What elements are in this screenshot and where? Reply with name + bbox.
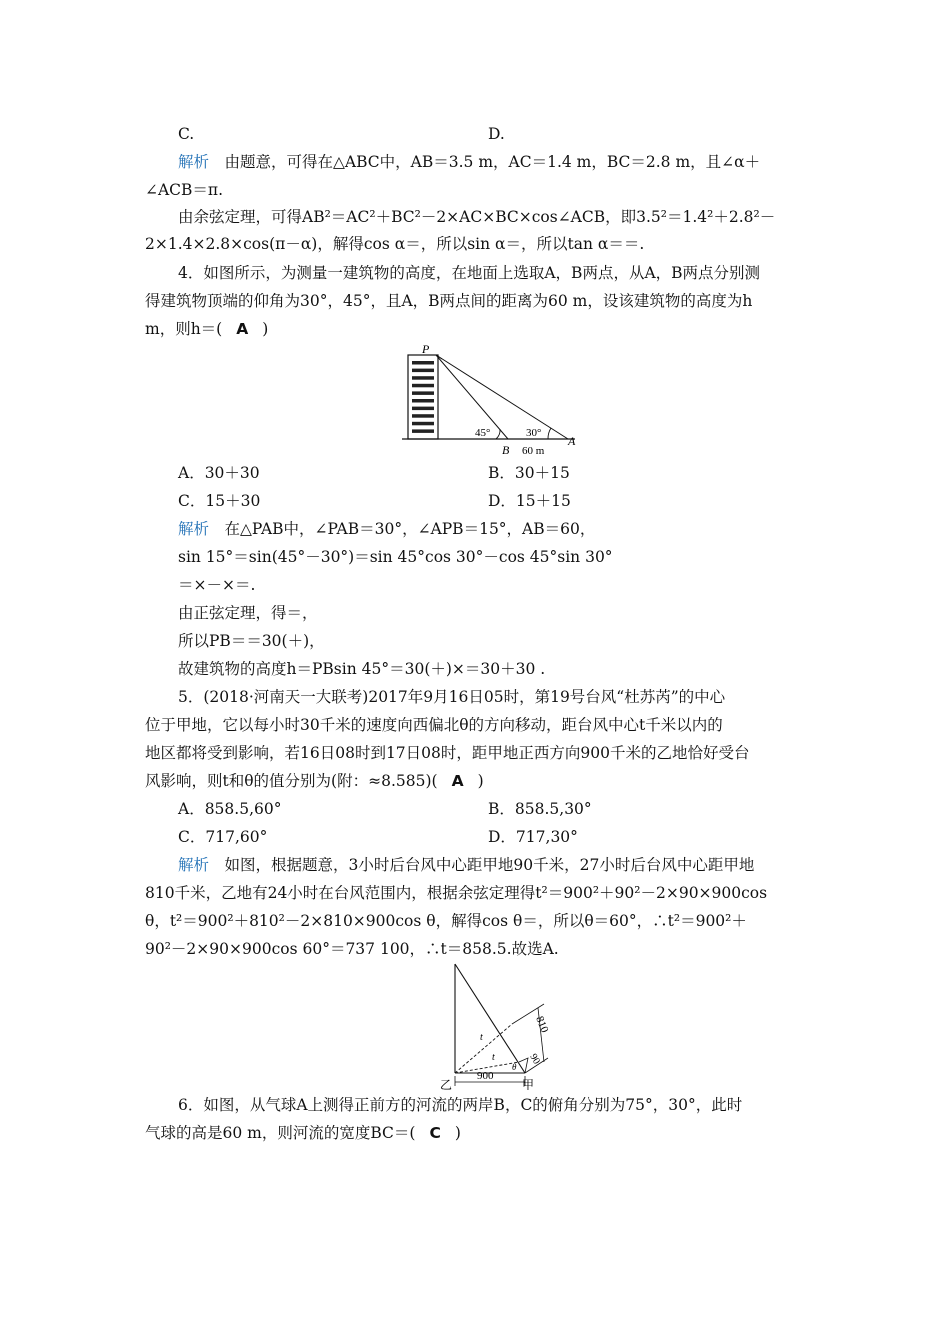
line-text: 由题意，可得在△ABC中，AB＝3.5 m，AC＝1.4 m，BC＝2.8 m，且∠α＋	[209, 153, 761, 171]
text-line	[488, 491, 571, 511]
label-810: 810	[533, 1014, 551, 1035]
building-window	[412, 384, 434, 388]
label-jia: 甲	[522, 1078, 535, 1090]
text-line	[178, 827, 267, 847]
text-line	[145, 743, 749, 763]
line-text: 地区都将受到影响，若16日08时到17日08时，距甲地正西方向900千米的乙地恰好受台	[145, 744, 750, 762]
line-text: 所以PB＝＝30(＋)，	[178, 632, 325, 650]
line-text: C．717,60°	[178, 828, 268, 846]
label-B: B	[502, 443, 510, 457]
building-window	[412, 361, 434, 365]
label-A: A	[568, 434, 576, 448]
building-window	[412, 414, 434, 418]
text-line	[178, 659, 545, 679]
text-line	[178, 547, 613, 567]
label-900: 900	[477, 1070, 494, 1082]
text-line	[145, 939, 559, 959]
text-line	[488, 799, 592, 819]
label-t-lower: t	[492, 1052, 495, 1063]
line-PB	[436, 355, 508, 439]
line-text: ＝×－×＝.	[178, 576, 256, 594]
text-line	[488, 124, 505, 144]
building-window	[412, 429, 434, 433]
line-text: B．30＋15	[488, 464, 570, 482]
line-text: C.	[178, 125, 195, 143]
label-90: 90	[527, 1052, 542, 1067]
text-line	[145, 883, 767, 903]
analysis-tag: 解析	[178, 153, 210, 171]
text-line	[178, 263, 760, 283]
text-line	[178, 603, 318, 623]
text-line	[178, 152, 760, 172]
text-line	[145, 180, 223, 200]
closing-paren: )	[477, 772, 484, 790]
line-text: θ，t²＝900²＋810²－2×810×900cos θ，解得cos θ＝，所以θ＝60°，∴t²＝900²＋	[145, 912, 747, 930]
text-line	[178, 575, 255, 595]
text-line	[178, 124, 194, 144]
text-line	[178, 207, 775, 227]
arc-45	[496, 429, 500, 439]
label-angle-45: 45°	[475, 427, 491, 439]
text-line	[488, 827, 578, 847]
answer-choice: A	[451, 772, 464, 790]
answer-choice: C	[429, 1124, 441, 1142]
building-window	[412, 369, 434, 373]
line-text: m，则h＝(	[145, 320, 223, 338]
line-PA	[436, 355, 568, 439]
building-window	[412, 422, 434, 426]
text-line	[488, 463, 570, 483]
text-line	[145, 771, 484, 791]
line-text: 在△PAB中，∠PAB＝30°，∠APB＝15°，AB＝60，	[209, 520, 596, 538]
figure-typhoon-path	[440, 958, 560, 1090]
text-line	[178, 855, 754, 875]
text-line	[145, 291, 752, 311]
label-yi: 乙	[440, 1078, 453, 1090]
label-P: P	[422, 345, 430, 356]
text-line	[145, 234, 644, 254]
line-text: 位于甲地，它以每小时30千米的速度向西偏北θ的方向移动，距台风中心t千米以内的	[145, 716, 723, 734]
text-line	[145, 1123, 461, 1143]
line-text: 气球的高是60 m，则河流的宽度BC＝(	[145, 1124, 416, 1142]
label-distance: 60 m	[522, 445, 545, 457]
building-window	[412, 391, 434, 395]
building-window	[412, 407, 434, 411]
text-line	[145, 911, 747, 931]
label-theta: θ	[512, 1062, 517, 1072]
text-line	[145, 715, 723, 735]
line-text: A．858.5,60°	[178, 800, 282, 818]
line-text: 5．(2018·河南天一大联考)2017年9月16日05时，第19号台风“杜苏芮”的中心	[178, 688, 726, 706]
typhoon-path-line	[455, 964, 525, 1073]
line-text: 4．如图所示，为测量一建筑物的高度，在地面上选取A，B两点，从A，B两点分别测	[178, 264, 761, 282]
text-line	[178, 519, 595, 539]
answer-choice: A	[236, 320, 249, 338]
analysis-tag: 解析	[178, 856, 210, 874]
line-text: 由余弦定理，可得AB²＝AC²＋BC²－2×AC×BC×cos∠ACB，即3.5²＝1.4²＋2.8²－	[178, 208, 776, 226]
building-shape	[408, 355, 438, 439]
line-text: D．15＋15	[488, 492, 571, 510]
line-text: sin 15°＝sin(45°－30°)＝sin 45°cos 30°－cos 45°sin 30°	[178, 548, 613, 566]
closing-paren: )	[262, 320, 269, 338]
label-t-upper: t	[480, 1032, 483, 1043]
text-line	[178, 1095, 742, 1115]
dashed-t-upper	[455, 1024, 512, 1073]
line-text: 如图，根据题意，3小时后台风中心距甲地90千米，27小时后台风中心距甲地	[209, 856, 755, 874]
line-text: A．30＋30	[178, 464, 260, 482]
figure-building-elevation	[400, 345, 590, 457]
line-text: 故建筑物的高度h＝PBsin 45°＝30(＋)×＝30＋30 .	[178, 660, 546, 678]
building-window	[412, 399, 434, 403]
text-line	[145, 319, 268, 339]
line-text: 6．如图，从气球A上测得正前方的河流的两岸B，C的俯角分别为75°，30°，此时	[178, 1096, 743, 1114]
line-text: C．15＋30	[178, 492, 261, 510]
typhoon-diagram	[440, 958, 560, 1090]
line-text: 得建筑物顶端的仰角为30°，45°，且A，B两点间的距离为60 m，设该建筑物的高度为h	[145, 292, 753, 310]
text-line	[178, 799, 281, 819]
line-text: 2×1.4×2.8×cos(π－α)，解得cos α＝，所以sin α＝，所以tan α＝＝.	[145, 235, 645, 253]
text-line	[178, 491, 260, 511]
text-line	[178, 463, 260, 483]
text-line	[178, 631, 325, 651]
analysis-tag: 解析	[178, 520, 210, 538]
closing-paren: )	[454, 1124, 461, 1142]
line-text: 风影响，则t和θ的值分别为(附：≈8.585)(	[145, 772, 438, 790]
line-text: D.	[488, 125, 505, 143]
label-angle-30: 30°	[526, 427, 542, 439]
line-text: ∠ACB＝π.	[145, 181, 224, 199]
line-text: 810千米，乙地有24小时在台风范围内，根据余弦定理得t²＝900²＋90²－2×90×900cos	[145, 884, 768, 902]
text-line	[178, 687, 725, 707]
line-text: 由正弦定理，得＝，	[178, 604, 318, 622]
building-window	[412, 376, 434, 380]
line-text: 90²－2×90×900cos 60°＝737 100，∴t＝858.5.故选A.	[145, 940, 559, 958]
arc-30	[548, 428, 551, 439]
line-text: D．717,30°	[488, 828, 578, 846]
line-text: B．858.5,30°	[488, 800, 592, 818]
building-diagram	[400, 345, 590, 457]
